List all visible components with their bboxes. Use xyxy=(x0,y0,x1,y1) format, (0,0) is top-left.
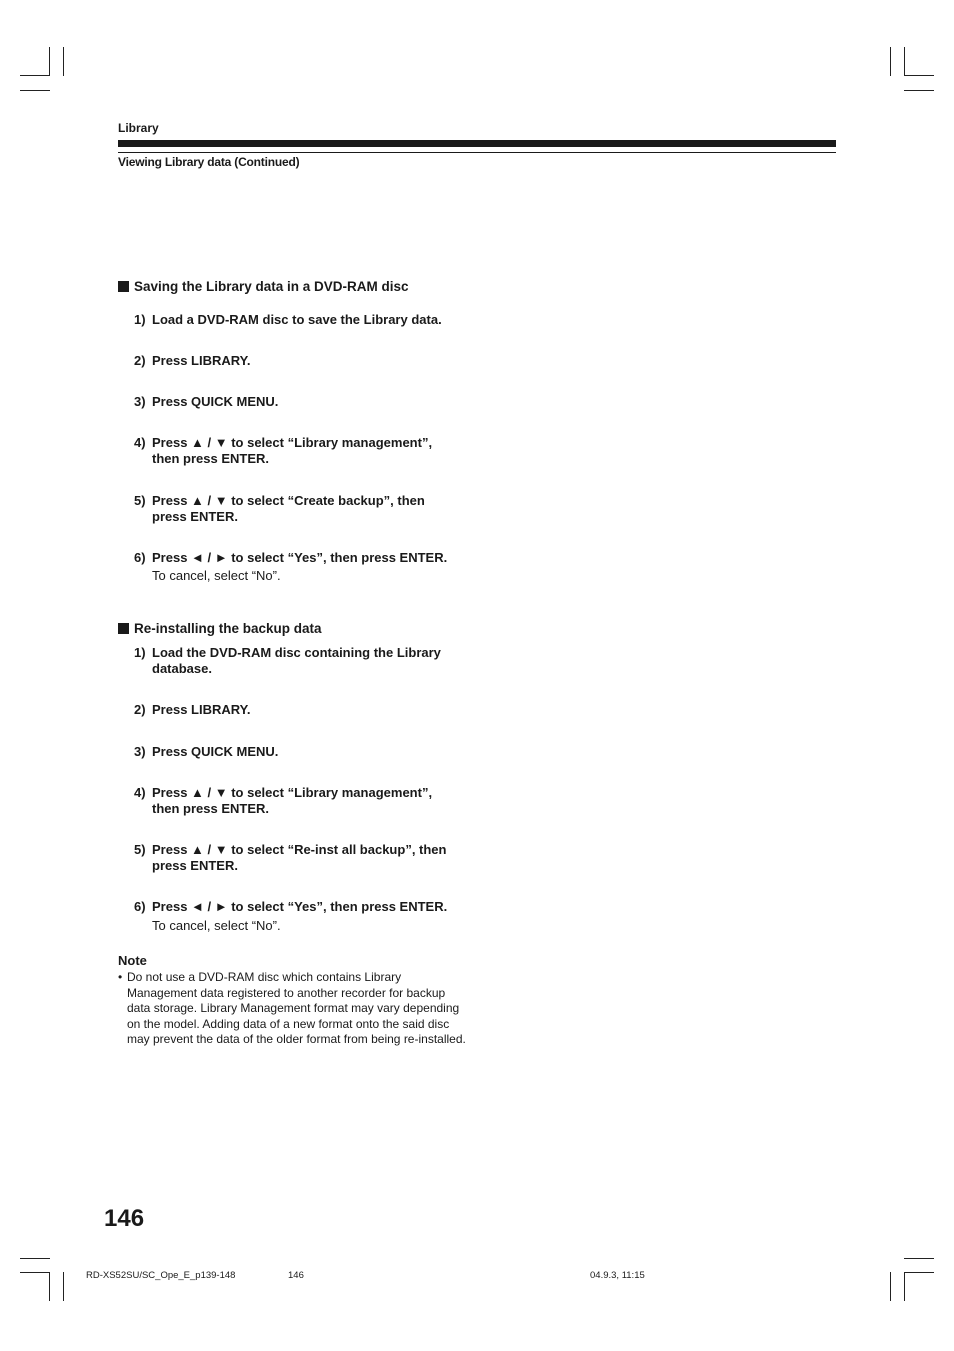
step-text: Press ◄ / ► to select “Yes”, then press ENTER. xyxy=(152,899,448,914)
step-number: 3) xyxy=(134,394,146,409)
page-subtitle: Viewing Library data (Continued) xyxy=(118,155,300,169)
header-rule-thin xyxy=(118,152,836,153)
crop-mark xyxy=(20,90,50,91)
saving-step xyxy=(134,435,454,467)
crop-mark xyxy=(49,47,50,76)
step-text: Press LIBRARY. xyxy=(152,702,251,717)
saving-step xyxy=(134,353,474,369)
crop-mark xyxy=(63,47,64,76)
step-number: 5) xyxy=(134,493,146,508)
step-text: Press ▲ / ▼ to select “Re-inst all backup”, then press ENTER. xyxy=(152,842,447,873)
footer-page: 146 xyxy=(288,1270,304,1281)
bullet-icon: • xyxy=(118,970,123,984)
reinstall-cancel-text: To cancel, select “No”. xyxy=(152,918,281,933)
crop-mark xyxy=(49,1272,50,1301)
saving-step xyxy=(134,394,474,410)
crop-mark xyxy=(904,1272,905,1301)
step-text: Press QUICK MENU. xyxy=(152,394,279,409)
step-number: 4) xyxy=(134,785,146,800)
step-text: Load the DVD-RAM disc containing the Library database. xyxy=(152,645,441,676)
reinstall-step xyxy=(134,785,454,817)
crop-mark xyxy=(904,47,905,76)
square-bullet-icon xyxy=(118,281,129,292)
saving-step xyxy=(134,550,474,566)
reinstall-step xyxy=(134,842,464,874)
crop-mark xyxy=(20,1272,50,1273)
crop-mark xyxy=(904,1258,934,1259)
step-text: Press ▲ / ▼ to select “Library management”, then press ENTER. xyxy=(152,435,433,466)
step-text: Press LIBRARY. xyxy=(152,353,251,368)
step-text: Load a DVD-RAM disc to save the Library data. xyxy=(152,312,442,327)
crop-mark xyxy=(904,90,934,91)
reinstall-step xyxy=(134,899,474,915)
header-rule-thick xyxy=(118,140,836,147)
footer-timestamp: 04.9.3, 11:15 xyxy=(590,1270,645,1281)
saving-step xyxy=(134,493,444,525)
page-number: 146 xyxy=(104,1205,145,1232)
step-number: 1) xyxy=(134,645,146,660)
reinstall-step xyxy=(134,645,464,677)
crop-mark xyxy=(20,75,50,76)
crop-mark xyxy=(904,75,934,76)
note-text: Do not use a DVD-RAM disc which contains Library Management data registered to another recorder for backup data storage. Library Management format may vary depending on the model. Adding data of a new format onto the said disc may prevent the data of the older format from being re-installed. xyxy=(127,970,466,1046)
crop-mark xyxy=(890,1272,891,1301)
saving-step xyxy=(134,312,474,328)
reinstall-step xyxy=(134,702,474,718)
note-item xyxy=(118,970,468,1048)
reinstall-heading-text: Re-installing the backup data xyxy=(134,621,322,636)
step-text: Press ◄ / ► to select “Yes”, then press ENTER. xyxy=(152,550,448,565)
saving-heading xyxy=(118,279,409,294)
step-number: 2) xyxy=(134,353,146,368)
step-text: Press ▲ / ▼ to select “Library management”, then press ENTER. xyxy=(152,785,433,816)
step-number: 5) xyxy=(134,842,146,857)
footer-file: RD-XS52SU/SC_Ope_E_p139-148 xyxy=(86,1270,236,1281)
step-number: 6) xyxy=(134,550,146,565)
note-title: Note xyxy=(118,953,147,968)
saving-cancel-text: To cancel, select “No”. xyxy=(152,568,281,583)
step-text: Press QUICK MENU. xyxy=(152,744,279,759)
crop-mark xyxy=(63,1272,64,1301)
step-number: 3) xyxy=(134,744,146,759)
saving-heading-text: Saving the Library data in a DVD-RAM disc xyxy=(134,279,409,294)
step-text: Press ▲ / ▼ to select “Create backup”, then press ENTER. xyxy=(152,493,425,524)
square-bullet-icon xyxy=(118,623,129,634)
crop-mark xyxy=(904,1272,934,1273)
reinstall-heading xyxy=(118,621,322,636)
step-number: 2) xyxy=(134,702,146,717)
crop-mark xyxy=(890,47,891,76)
reinstall-step xyxy=(134,744,474,760)
step-number: 1) xyxy=(134,312,146,327)
crop-mark xyxy=(20,1258,50,1259)
step-number: 4) xyxy=(134,435,146,450)
step-number: 6) xyxy=(134,899,146,914)
section-title: Library xyxy=(118,121,159,135)
